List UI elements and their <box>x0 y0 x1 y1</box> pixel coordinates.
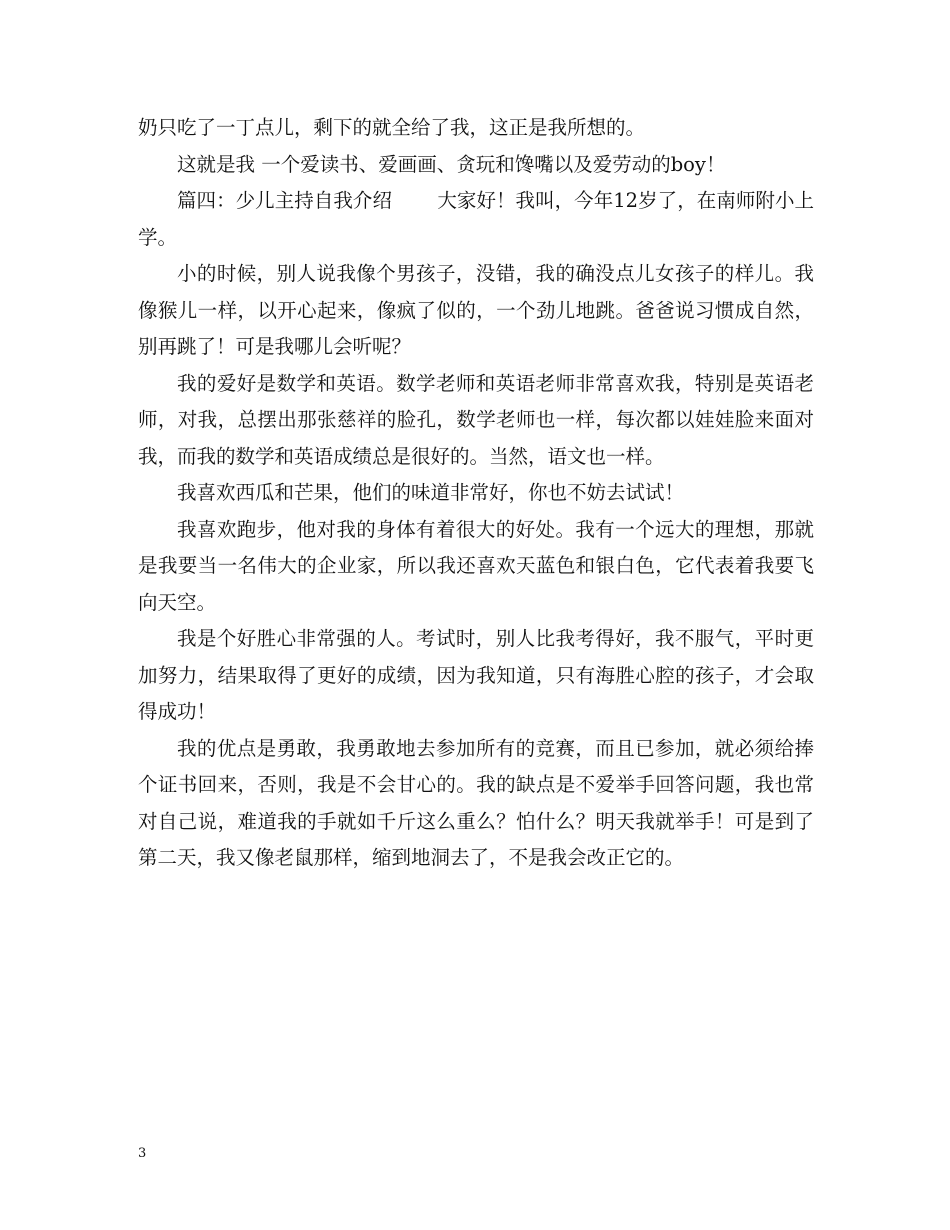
paragraph-7: 我喜欢跑步，他对我的身体有着很大的好处。我有一个远大的理想，那就是我要当一名伟大的企业家，所以我还喜欢天蓝色和银白色，它代表着我要飞向天空。 <box>138 517 814 614</box>
paragraph-3: 篇四：少儿主持自我介绍 大家好！我叫，今年12岁了，在南师附小上学。 <box>138 189 814 249</box>
paragraph-8: 我是个好胜心非常强的人。考试时，别人比我考得好，我不服气，平时更加努力，结果取得了更好的成绩，因为我知道，只有海胜心腔的孩子，才会取得成功！ <box>138 627 814 723</box>
paragraph-5: 我的爱好是数学和英语。数学老师和英语老师非常喜欢我，特别是英语老师，对我，总摆出那张慈祥的脸孔，数学老师也一样，每次都以娃娃脸来面对我，而我的数学和英语成绩总是很好的。当然，语文也一样。 <box>138 371 814 468</box>
paragraph-4: 小的时候，别人说我像个男孩子，没错，我的确没点儿女孩子的样儿。我像猴儿一样，以开心起来，像疯了似的，一个劲儿地跳。爸爸说习惯成自然，别再跳了！可是我哪儿会听呢？ <box>138 262 814 358</box>
document-body <box>138 110 814 877</box>
paragraph-2: 这就是我 一个爱读书、爱画画、贪玩和馋嘴以及爱劳动的boy！ <box>177 152 726 176</box>
paragraph-6: 我喜欢西瓜和芒果，他们的味道非常好，你也不妨去试试！ <box>177 481 685 504</box>
paragraph-1: 奶只吃了一丁点儿，剩下的就全给了我，这正是我所想的。 <box>138 116 646 139</box>
page-number: 3 <box>138 1146 147 1161</box>
paragraph-9: 我的优点是勇敢，我勇敢地去参加所有的竞赛，而且已参加，就必须给捧个证书回来，否则，我是不会甘心的。我的缺点是不爱举手回答问题，我也常对自己说，难道我的手就如千斤这么重么？怕什么？明天我就举手！可是到了第二天，我又像老鼠那样，缩到地洞去了，不是我会改正它的。 <box>138 736 814 869</box>
